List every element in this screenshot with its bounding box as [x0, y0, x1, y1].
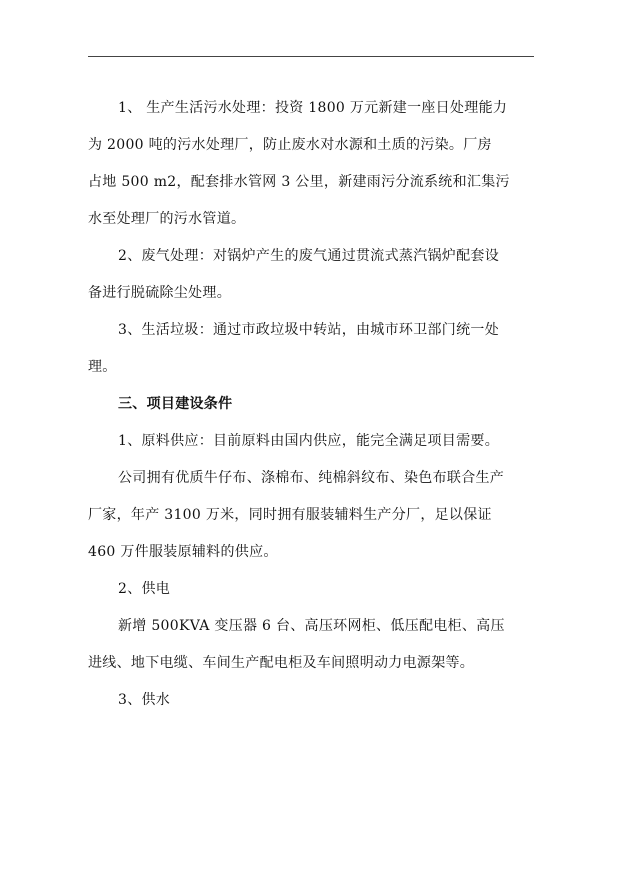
- paragraph-exhaust-line-1: 2、废气处理：对锅炉产生的废气通过贯流式蒸汽锅炉配套设: [118, 248, 500, 264]
- subheading-water-supply: 3、供水: [118, 692, 171, 708]
- subheading-power-supply: 2、供电: [118, 581, 171, 597]
- paragraph-exhaust-line-2: 备进行脱硫除尘处理。: [88, 285, 231, 301]
- paragraph-power-line-2: 进线、地下电缆、车间生产配电柜及车间照明动力电源架等。: [88, 655, 475, 671]
- paragraph-garbage-line-1: 3、生活垃圾：通过市政垃圾中转站，由城市环卫部门统一处: [118, 322, 500, 338]
- paragraph-company-line-3: 460 万件服装原辅料的供应。: [88, 544, 278, 560]
- paragraph-wastewater-line-3: 占地 500 m2，配套排水管网 3 公里，新建雨污分流系统和汇集污: [88, 174, 510, 190]
- paragraph-wastewater-line-1: 1、 生产生活污水处理：投资 1800 万元新建一座日处理能力: [118, 100, 508, 116]
- paragraph-power-line-1: 新增 500KVA 变压器 6 台、高压环网柜、低压配电柜、高压: [118, 618, 505, 634]
- paragraph-company-line-2: 厂家，年产 3100 万米，同时拥有服装辅料生产分厂，足以保证: [88, 507, 492, 523]
- header-rule: [88, 56, 534, 57]
- paragraph-garbage-line-2: 理。: [88, 359, 117, 375]
- section-heading-construction-conditions: 三、项目建设条件: [118, 396, 233, 412]
- paragraph-wastewater-line-2: 为 2000 吨的污水处理厂，防止废水对水源和土质的污染。厂房: [88, 137, 492, 153]
- paragraph-wastewater-line-4: 水至处理厂的污水管道。: [88, 211, 246, 227]
- paragraph-company-line-1: 公司拥有优质牛仔布、涤棉布、纯棉斜纹布、染色布联合生产: [118, 470, 505, 486]
- paragraph-raw-material: 1、原料供应：目前原料由国内供应，能完全满足项目需要。: [118, 433, 500, 449]
- document-body: [88, 95, 538, 724]
